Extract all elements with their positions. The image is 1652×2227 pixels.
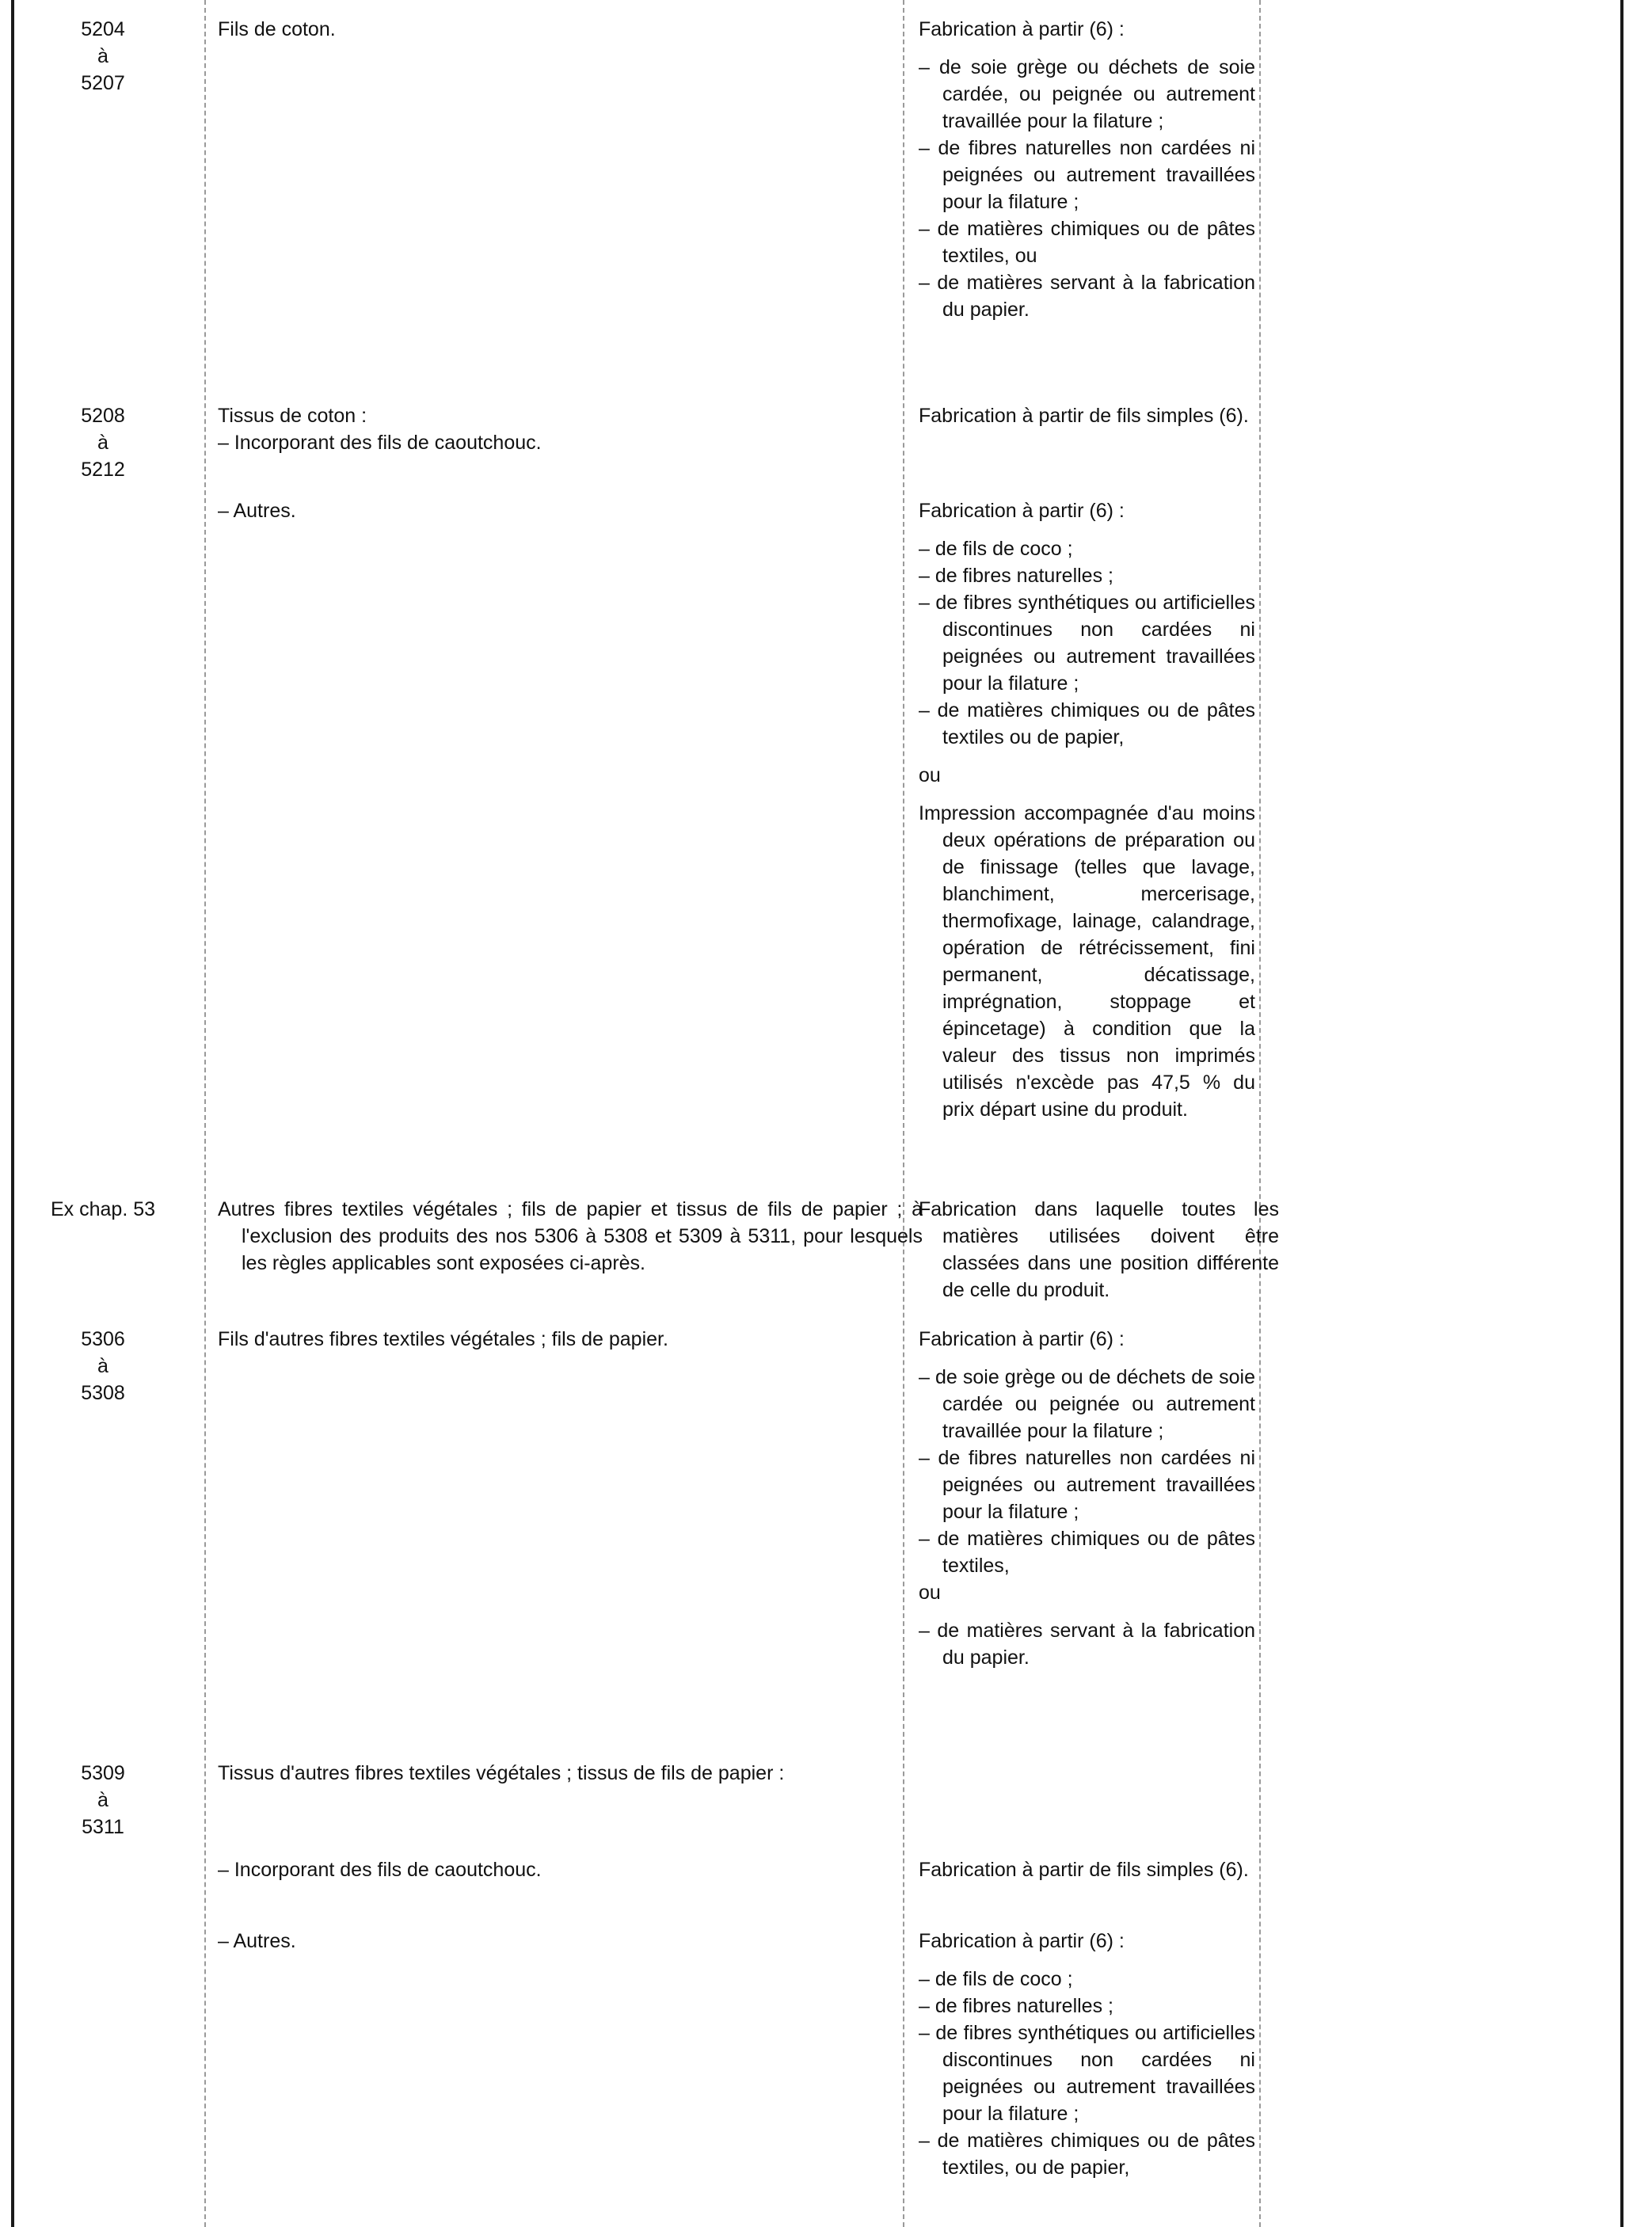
description-cotton-fabrics xyxy=(218,402,899,456)
rule-item: – de fibres synthétiques ou artificielles discontinues non cardées ni peignées ou autrement travaillées pour la filature ; xyxy=(919,592,1255,695)
column-divider-code xyxy=(204,0,206,2227)
rule-intro: Fabrication à partir (6) : xyxy=(919,1930,1125,1952)
rule-or: ou xyxy=(919,1582,941,1604)
heading-code-5306-5308: 5306 à 5308 xyxy=(81,1328,125,1404)
rule-item: – de matières servant à la fabrication du papier. xyxy=(919,272,1255,321)
rule-item: – de matières chimiques ou de pâtes textiles, xyxy=(919,1528,1255,1577)
rule-cotton-fabrics-others xyxy=(919,497,1255,1123)
description-vegetable-fibre-fabrics: Tissus d'autres fibres textiles végétales ; tissus de fils de papier : xyxy=(218,1762,785,1784)
rule-other-vegetable-fibres: Fabrication dans laquelle toutes les matières utilisées doivent être classées dans une position différente de celle du produit. xyxy=(919,1198,1279,1301)
rule-alternative: Impression accompagnée d'au moins deux opérations de préparation ou de finissage (telles que lavage, blanchiment, mercerisage, thermofixage, lainage, calandrage, opération de rétrécissement, fini permanent, décatissage, imprégnation, stoppage et épincetage) à condition que la valeur des tissus non imprimés utilisés n'excède pas 47,5 % du prix départ usine du produit. xyxy=(919,802,1255,1121)
rule-item: – de fibres naturelles ; xyxy=(919,1995,1113,2017)
rule-or: ou xyxy=(919,764,941,786)
rule-intro: Fabrication à partir (6) : xyxy=(919,500,1125,522)
description-vegetable-fibre-yarn: Fils d'autres fibres textiles végétales ; fils de papier. xyxy=(218,1328,668,1350)
rule-text: Fabrication à partir de fils simples (6). xyxy=(919,405,1249,427)
subitem-others: – Autres. xyxy=(218,500,296,522)
description-cotton-yarn: Fils de coton. xyxy=(218,18,336,40)
rule-item: – de matières chimiques ou de pâtes textiles, ou de papier, xyxy=(919,2130,1255,2179)
rule-item: – de soie grège ou de déchets de soie cardée ou peignée ou autrement travaillée pour la filature ; xyxy=(919,1366,1255,1442)
rule-item: – de matières chimiques ou de pâtes textiles ou de papier, xyxy=(919,699,1255,748)
subitem-others: – Autres. xyxy=(218,1930,296,1952)
rule-cotton-yarn xyxy=(919,16,1255,323)
rule-item: – de fils de coco ; xyxy=(919,538,1073,560)
heading-code-5204-5207: 5204 à 5207 xyxy=(81,18,125,94)
rule-vegetable-fibre-yarn xyxy=(919,1326,1255,1671)
heading-code-5208-5212: 5208 à 5212 xyxy=(81,405,125,481)
rule-vegetable-fabrics-rubber xyxy=(919,1856,1255,1883)
table-left-border xyxy=(11,0,14,2227)
rule-item: – de fibres synthétiques ou artificielles discontinues non cardées ni peignées ou autrement travaillées pour la filature ; xyxy=(919,2022,1255,2125)
rule-item: – de soie grège ou déchets de soie cardée, ou peignée ou autrement travaillée pour la filature ; xyxy=(919,56,1255,132)
table-right-border xyxy=(1620,0,1623,2227)
description-title: Tissus de coton : xyxy=(218,405,367,427)
heading-code-ex-chap-53: Ex chap. 53 xyxy=(50,1198,156,1220)
description-other-vegetable-fibres: Autres fibres textiles végétales ; fils de papier et tissus de fils de papier ; à l'exclusion des produits des nos 5306 à 5308 et 5309 à 5311, pour lesquels les règles applicables sont exposées ci-après. xyxy=(218,1198,923,1274)
rule-item: – de fibres naturelles ; xyxy=(919,565,1113,587)
rule-item: – de fibres naturelles non cardées ni peignées ou autrement travaillées pour la filature ; xyxy=(919,1447,1255,1523)
rule-item: – de fils de coco ; xyxy=(919,1968,1073,1990)
rule-vegetable-fabrics-others xyxy=(919,1928,1255,2181)
rule-intro: Fabrication à partir (6) : xyxy=(919,18,1125,40)
heading-code-5309-5311: 5309 à 5311 xyxy=(81,1762,125,1838)
subitem-rubber-threads: – Incorporant des fils de caoutchouc. xyxy=(218,1859,542,1881)
rule-intro: Fabrication à partir (6) : xyxy=(919,1328,1125,1350)
rule-item: – de fibres naturelles non cardées ni peignées ou autrement travaillées pour la filature ; xyxy=(919,137,1255,213)
rule-cotton-fabrics-rubber xyxy=(919,402,1255,429)
column-divider-rule xyxy=(1259,0,1261,2227)
rule-text: Fabrication à partir de fils simples (6). xyxy=(919,1859,1249,1881)
rule-item: – de matières chimiques ou de pâtes textiles, ou xyxy=(919,218,1255,267)
subitem-rubber-threads: – Incorporant des fils de caoutchouc. xyxy=(218,432,542,454)
rule-item: – de matières servant à la fabrication du papier. xyxy=(919,1620,1255,1669)
column-divider-description xyxy=(903,0,904,2227)
